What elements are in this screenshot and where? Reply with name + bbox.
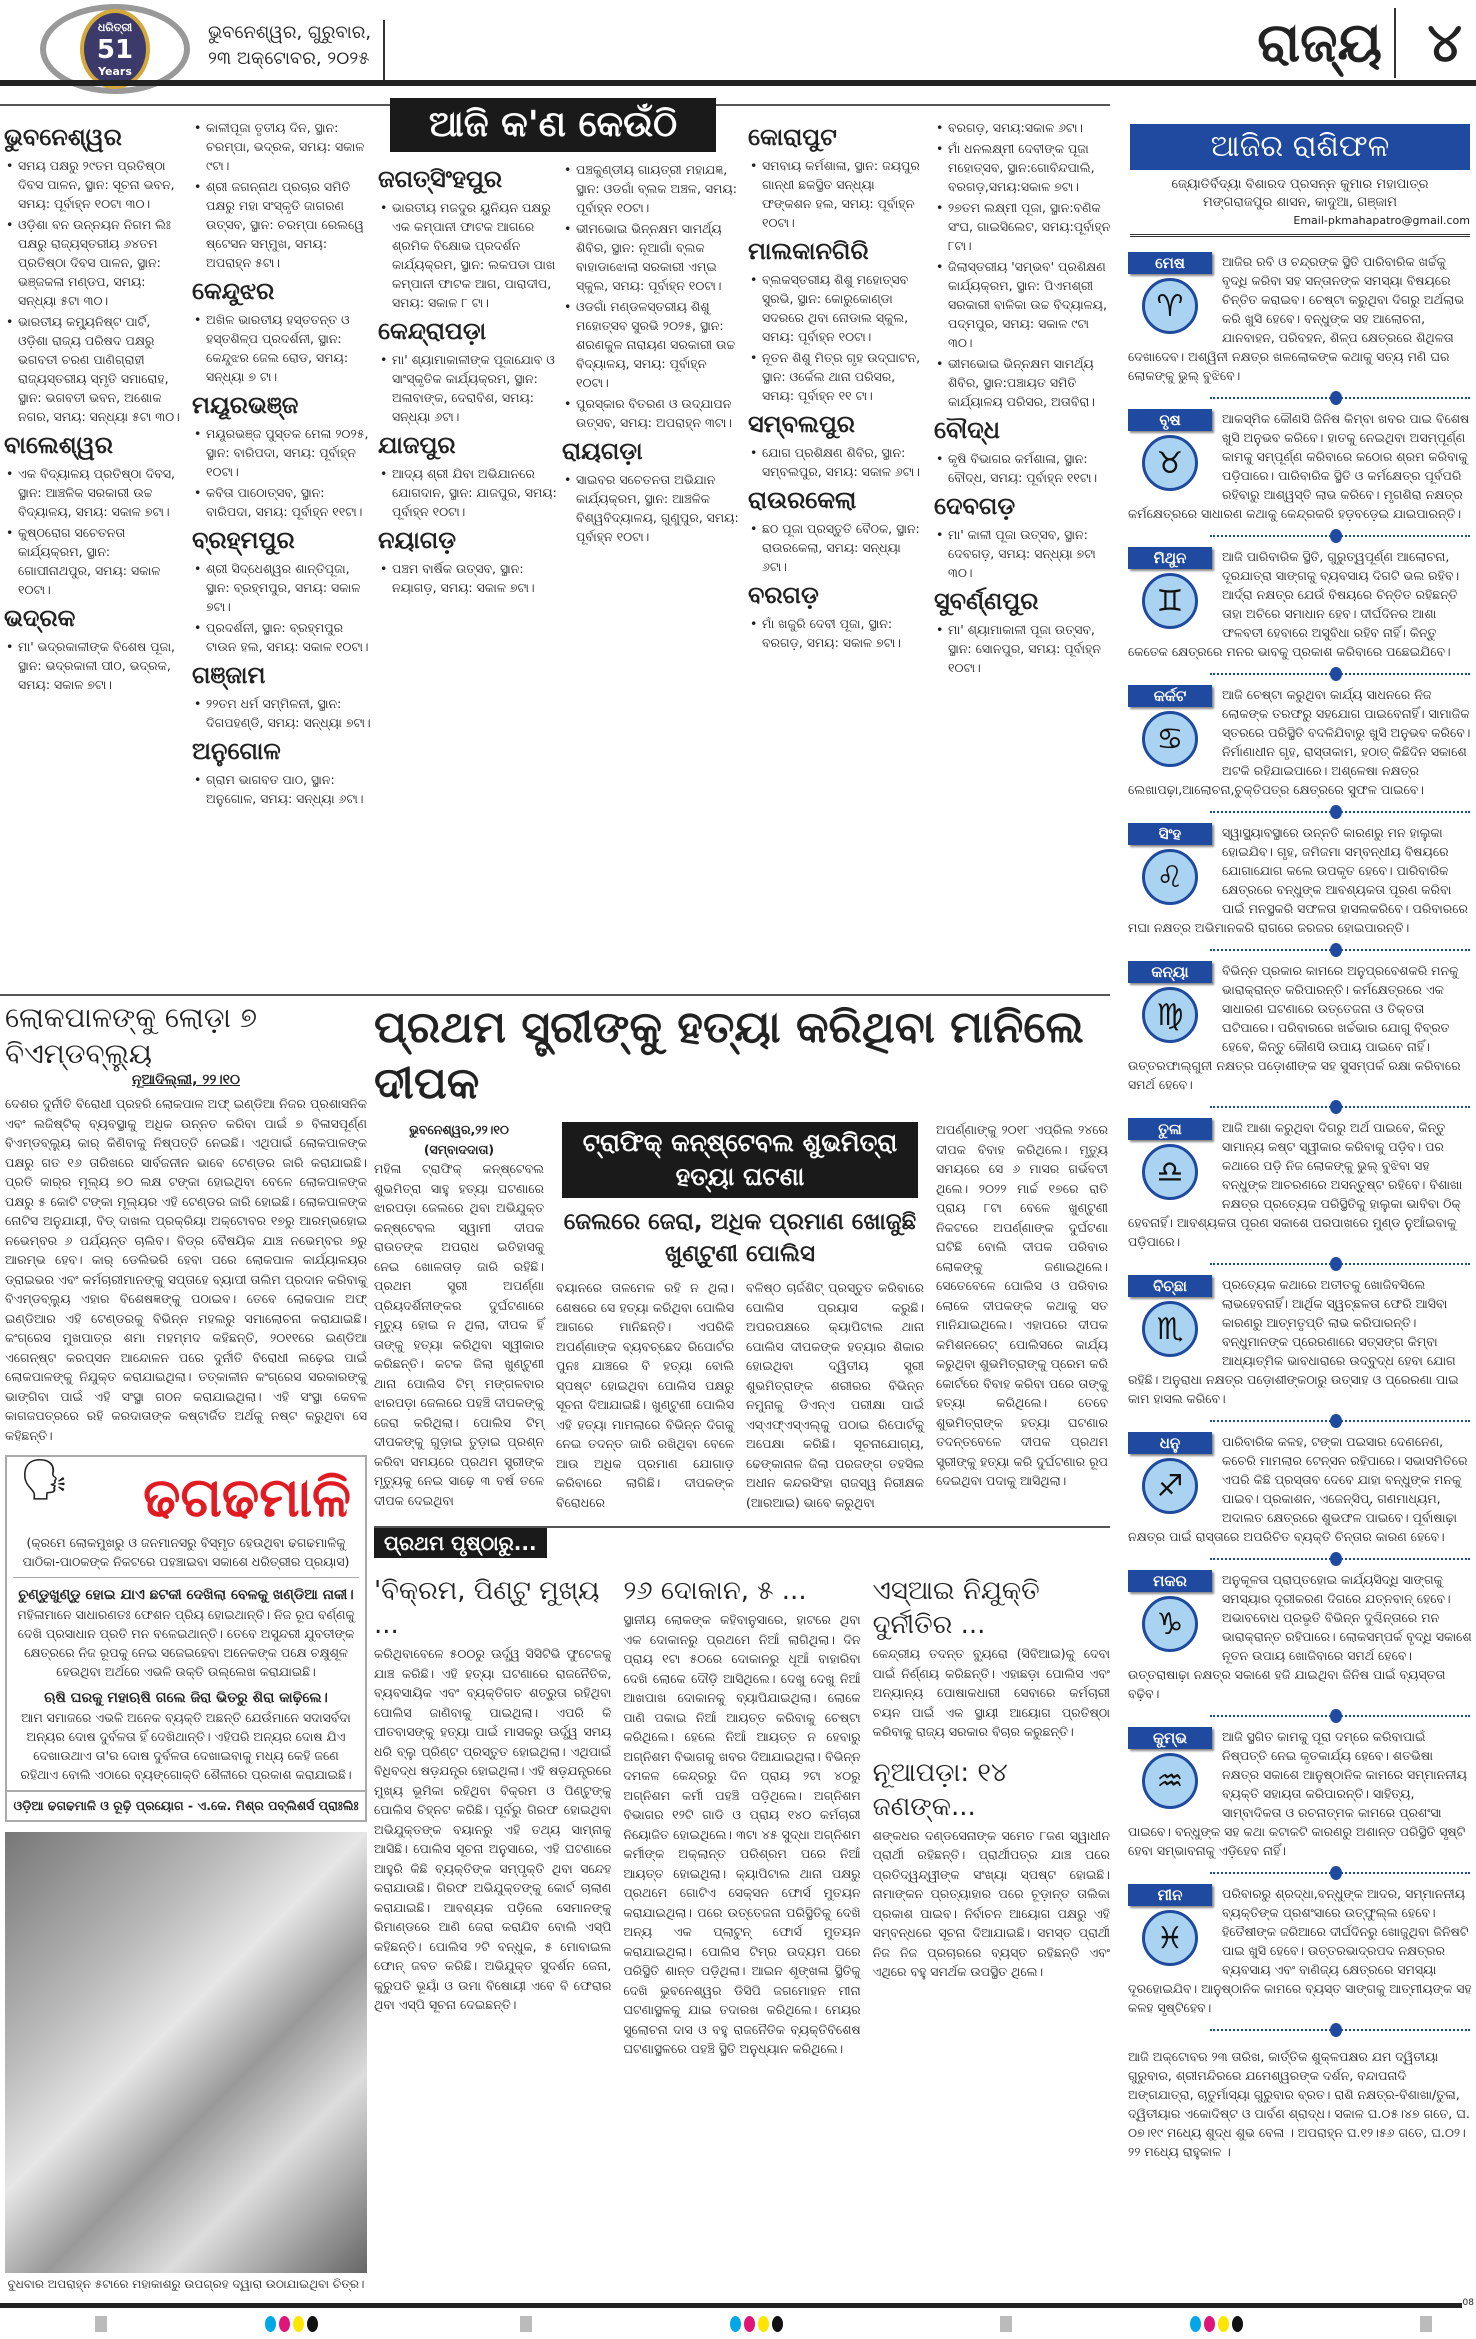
page-section-name: ରାଜ୍ୟ (1257, 8, 1396, 78)
saying-meaning: ମହିଳାମାନେ ସାଧାରଣତଃ ଫେଶନ ପ୍ରିୟ ହୋଇଥାନ୍ତି। ନିଜ ରୂପ ବର୍ଣ୍ଣକୁ ଦେଖି ପ୍ରସାଧାନ ପ୍ରତି ମନ ବଳେଇଥାନ୍ତି। ତେବେ ଅସୁନ୍ଦରୀ ଯୁବତୀଙ୍କ କ୍ଷେତ୍ରରେ ନିଜ ରୂପକୁ ନେଇ ସଜେଇହେବା ଅନେକଙ୍କ ପକ୍ଷେ ଚକ୍ଷୁଶୂଳ ହେଉଥିବା ଅର୍ଥରେ ଏଭଳି ଉକ୍ତି ଉଲ୍ଲେଖ କରାଯାଇଛି। (17, 1607, 355, 1679)
event-item: • ମା' ଭଦ୍ରକାଳୀଙ୍କ ବିଶେଷ ପୂଜା, ସ୍ଥାନ: ଭଦ୍ରକାଳୀ ପୀଠ, ଭଦ୍ରକ, ସମୟ: ସକାଳ ୭ଟା। (4, 637, 184, 694)
district-heading: ଭଦ୍ରକ (4, 604, 76, 632)
event-list (562, 470, 742, 546)
separator-dot (1210, 811, 1470, 813)
rashi-text: ଆଜି ପାରିବାରିକ ସ୍ଥିତି, ଗୁରୁତ୍ୱପୂର୍ଣ୍ଣ ଆଲୋଚନା, ଦୂରଯାତ୍ରା ସାଙ୍ଗକୁ ବ୍ୟବସାୟ ଦିଗଟି ଭଲ ରହିବ। ଆର୍ଦ୍ରା ନକ୍ଷତ୍ର ଯେଉଁ ବିଷୟରେ ଚିନ୍ତିତ ରହିଛନ୍ତି ତାହା ଅଚିରେ ସମାଧାନ ହେବ। ଦୀର୍ଘଦିନର ଆଶା ଫଳବତୀ ହେବାରେ ଅସୁବିଧା ରହିବ ନାହିଁ। କିନ୍ତୁ କେତେକ କ୍ଷେତ୍ରରେ ମନର ଭାବକୁ ପ୍ରକାଶ କରିବାରେ ପଛେଇଯିବେ। (1128, 549, 1460, 659)
footer-rule (0, 2303, 1462, 2308)
dateline (208, 20, 385, 80)
front-story-headline: ୨୬ ଦୋକାନ, ୫ ... (623, 1576, 807, 1606)
event-item: • ବ୍ଲକସ୍ତରୀୟ ଶିଶୁ ମହୋତ୍ସବ ସୁରଭି, ସ୍ଥାନ: କୋରୁକୋଣ୍ଡା ସଦରରେ ଥିବା ନୋଡାଲ ସ୍କୁଲ, ସମୟ: ପୂର୍ବାହ୍ନ ୧୦ଟା। (748, 270, 928, 346)
boxed-headline: ଟ୍ରାଫିକ୍ କନ୍‌ଷ୍ଟେବଲ ଶୁଭମିତ୍ରା ହତ୍ୟା ଘଟଣା (562, 1122, 918, 1198)
district-heading: ବରଗଡ଼ (748, 581, 819, 609)
event-item: • ପଞ୍ଚକୁଣ୍ଡୀୟ ଗାୟତ୍ରୀ ମହାଯଜ୍ଞ, ସ୍ଥାନ: ଓଡଗାଁ ବ୍ଲକ ଅଞ୍ଚଳ, ସମୟ: ପୂର୍ବାହ୍ନ ୧୦ଟା। (562, 160, 742, 217)
separator-dot (1210, 1558, 1470, 1560)
district-heading: ମାଲକାନଗିରି (748, 237, 869, 265)
rashi-name: ମେଷ (1128, 252, 1212, 274)
front-story-col1 (374, 1568, 611, 2059)
event-list (192, 310, 372, 386)
event-item: • ଶ୍ରୀ ସିଦ୍ଧେଶ୍ୱର ଶାନ୍ତିପୂଜା, ସ୍ଥାନ: ବ୍ରହ୍ମପୁର, ସମୟ: ସକାଳ ୭ଟା। (192, 559, 372, 616)
separator-dot (1210, 397, 1470, 399)
astrologer-email: Email-pkmahapatro@gmail.com (1293, 214, 1470, 227)
event-list (4, 464, 184, 599)
zodiac-icon: ♉ (1142, 435, 1198, 491)
event-list (192, 559, 372, 656)
logo-text: ଧରିତ୍ରୀ (97, 20, 133, 34)
district-heading: ରାଉରକେଲା (748, 486, 857, 514)
date-line-1: ଭୁବନେଶ୍ୱର, ଗୁରୁବାର, (208, 22, 372, 43)
events-column (4, 118, 184, 696)
events-column (378, 160, 558, 599)
event-item: • ଗ୍ରାମ ଭାଗବତ ପାଠ, ସ୍ଥାନ: ଅନୁଗୋଳ, ସମୟ: ସନ୍ଧ୍ୟା ୬ଟା। (192, 770, 372, 808)
rashi-entry (1128, 547, 1472, 661)
district-heading: ସମ୍ବଲପୁର (748, 410, 855, 438)
event-list (748, 519, 928, 576)
rashifal-title: ଆଜିର ରାଶିଫଳ (1130, 124, 1470, 170)
satellite-image (5, 1832, 367, 2273)
dhagadhamali-source: ଓଡ଼ିଆ ଢଗଢମାଳି ଓ ରୂଢ଼ି ପ୍ରୟୋଗ - ଏ.କେ. ମିଶ୍ର ପବ୍ଲିଶର୍ସ ପ୍ରାଃଲିଃ (5, 1792, 367, 1822)
zodiac-icon: ♓ (1142, 1910, 1198, 1966)
zodiac-icon: ♐ (1142, 1458, 1198, 1514)
zodiac-icon: ♎ (1142, 1144, 1198, 1200)
rashi-entry (1128, 823, 1472, 937)
lokpal-story (5, 1000, 367, 1445)
dhagadhamali-subtitle: (କ୍ରମେ ଲୋକମୁଖରୁ ଓ ଜନମାନସରୁ ବିସ୍ମୃତ ହେଉଥିବା ଢଗଢମାଳିକୁ ପାଠିକା-ପାଠକଙ୍କ ନିକଟରେ ପହଞ୍ଚାଇବା ସକାଶେ ଧରିତ୍ରୀର ପ୍ରୟାସ) (22, 1535, 350, 1569)
zodiac-icon: ♏ (1142, 1301, 1198, 1357)
district-heading: ବାଲେଶ୍ୱର (4, 431, 113, 459)
district-heading: କୋରାପୁଟ (748, 123, 837, 151)
front-story-headline: ଏସ୍‌ଆଇ ନିଯୁକ୍ତି ଦୁର୍ନୀତିର ... (872, 1576, 1040, 1640)
rashi-entry (1128, 252, 1472, 385)
zodiac-icon: ♍ (1142, 987, 1198, 1043)
events-column (192, 118, 372, 810)
separator-dot (1210, 1872, 1470, 1874)
main-story (374, 1000, 1110, 1512)
rashi-name: ଧନୁ (1128, 1432, 1212, 1454)
separator-dot (1210, 535, 1470, 537)
event-item: • ପୁରସ୍କାର ବିତରଣ ଓ ଉଦ୍‌ଯାପନ ଉତ୍ସବ, ସମୟ: ଅପରାହ୍ନ ୩ଟା। (562, 394, 742, 432)
event-list (748, 270, 928, 405)
rashi-name: କର୍କଟ (1128, 685, 1212, 707)
zodiac-icon: ♒ (1142, 1753, 1198, 1809)
main-byline: (ସମ୍ବାଦଦାତା) (423, 1141, 495, 1157)
event-item: • ଜିଲାସ୍ତରୀୟ 'ସମ୍ଭବ' ପ୍ରଶିକ୍ଷଣ କାର୍ଯ୍ୟକ୍ରମ, ସ୍ଥାନ: ପିଏମଶ୍ରୀ ସରକାରୀ ବାଳିକା ଉଚ୍ଚ ବିଦ୍ୟାଳୟ, ପଦ୍ମପୁର, ସମୟ: ସକାଳ ୯ଟା ୩୦। (934, 257, 1114, 352)
front-story-headline: ନୂଆପଡ଼ା: ୧୪ ଜଣଙ୍କ... (872, 1757, 1008, 1822)
event-list (934, 449, 1114, 487)
event-item: • ମା' ଶ୍ୟାମାକାଳୀଙ୍କ ପୂଜାଯୋବ ଓ ସାଂସ୍କୃତିକ କାର୍ଯ୍ୟକ୍ରମ, ସ୍ଥାନ: ଅଳାବାଙ୍କ, ଦେରାବିଶ, ସମୟ: ସନ୍ଧ୍ୟା ୬ଟା। (378, 350, 558, 426)
gray-mark (520, 2316, 532, 2332)
rashi-text: ଆଜି ସ୍ଥଗିତ କାମକୁ ପୂରା ଦମ୍‌ରେ କରିବାପାଇଁ ନିଷ୍ପତ୍ତି ନେଇ କୃତକାର୍ଯ୍ୟ ହେବେ। ଶତଭିଷା ନକ୍ଷତ୍ର ସକାଶେ ଆନୁଷ୍ଠାନିକ କାମରେ ସମ୍ମାନନୀୟ ବ୍ୟକ୍ତି ସହାୟତା କରିପାରନ୍ତି। ସାହିତ୍ୟ, ସାମ୍ବାଦିକତା ଓ ରଚନାତ୍ମକ କାମରେ ପ୍ରଶଂସା ପାଇବେ। ବନ୍ଧୁଙ୍କ ସହ କଥା କଟାକଟି କାରଣରୁ ଅଶାନ୍ତ ପରିସ୍ଥିତି ସୃଷ୍ଟି ହେବା ସମ୍ଭାବନାକୁ ଏଡ଼ିହେବ ନାହିଁ। (1128, 1729, 1467, 1858)
lokpal-body: ଦେଶର ଦୁର୍ନୀତି ବିରୋଧୀ ପ୍ରହରି ଲୋକପାଳ ଅଫ୍ ଇଣ୍ଡିଆ ନିଜର ପ୍ରଶାସନିକ ଏବଂ ଲଜିଷ୍ଟିକ୍ ବ୍ୟବସ୍ଥାକୁ ଅଧିକ ଉନ୍ନତ କରିବା ପାଇଁ ୭ ବିଳାସପୂର୍ଣ୍ଣ ବିଏମ୍‌ଡବ୍ଲ୍ୟୁ କାର୍ କିଣିବାକୁ ନିଷ୍ପତ୍ତି ନେଇଛି। ଏଥିପାଇଁ ଲୋକପାଳଙ୍କ ପକ୍ଷରୁ ଗତ ୧୬ ତାରିଖରେ ସାର୍ବଜନୀନ ଭାବେ ଟେଣ୍ଡର ଜାରି କରାଯାଇଛି। ପ୍ରତି କାର୍‌ର ମୂଲ୍ୟ ୭୦ ଲକ୍ଷ ଟଙ୍କା ହୋଇଥିବା ବେଳେ ଲୋକପାଳଙ୍କ ପକ୍ଷରୁ ୫ କୋଟି ଟଙ୍କା ମୂଲ୍ୟର ଏହି ଟେଣ୍ଡର ଜାରି ହୋଇଛି। ଲୋକପାଳଙ୍କ ନୋଟିସ ଅନୁଯାୟୀ, ବିଡ୍ ଦାଖଲ ପ୍ରକ୍ରିୟା ଅକ୍ଟୋବର ୧୭ରୁ ଆରମ୍ଭହୋଇ ନଭେମ୍ବର ୬ ପର୍ଯ୍ୟନ୍ତ ଚାଲିବ। ବିଡ୍‌ର ବୈଷୟିକ ଯାଞ୍ଚ ନଭେମ୍ବର ୭ରୁ ଆରମ୍ଭ ହେବ। କାର୍ ଡେଲିଭରି ହେବା ପରେ ଲୋକପାଳ କାର୍ଯ୍ୟାଳୟର ଡ୍ରାଇଭର ଏବଂ କର୍ମଚାରୀମାନଙ୍କୁ ସପ୍ତାହେ ବ୍ୟାପୀ ତାଲିମ ପ୍ରଦାନ କରିବାକୁ ବିଏମ୍‌ଡବ୍ଲ୍ୟୁ ଏହାର ବିଶେଷଜ୍ଞଙ୍କୁ ପଠାଇବ। ତେବେ ଲୋକପାଳ ଅଫ୍ ଇଣ୍ଡିଆର ଏହି ଟେଣ୍ଡରକୁ ବିଭିନ୍ନ ମହଲରୁ ସମାଲୋଚନା କରାଯାଇଛି। କଂଗ୍ରେସ ମୁଖପାତ୍ର ଶମା ମହମ୍ମଦ କହିଛନ୍ତି, ୨୦୧୧ରେ ଇଣ୍ଡିଆ ଏଗେନ୍‌ଷ୍ଟ କରପ୍ସନ ଆନ୍ଦୋଳନ ପରେ ଦୁର୍ନୀତି ବିରୋଧୀ ଲଢ଼େଇ ପାଇଁ ଲୋକପାଳଙ୍କୁ ନିଯୁକ୍ତ କରାଯାଇଥିଲା। ତତ୍କାଳୀନ କଂଗ୍ରେସ ସରକାରଙ୍କୁ ଭାଙ୍ଗିବା ପାଇଁ ଏହି ସଂସ୍ଥା ଗଠନ କରାଯାଇଥିଲା। ଏହି ସଂସ୍ଥା କେବଳ କାଗଜପତ୍ରରେ ରହି କରଦାତାଙ୍କ କଷ୍ଟାର୍ଜିତ ଅର୍ଥକୁ ନଷ୍ଟ କରୁଥିବା ସେ କହିଛନ୍ତି। (5, 1096, 367, 1443)
rashi-text: ଆଜି ଆଶା କରୁଥିବା ଦିଗରୁ ଅର୍ଥ ପାଇବେ, କିନ୍ତୁ ସାମାନ୍ୟ କଷ୍ଟ ସ୍ୱୀକାର କରିବାକୁ ପଡ଼ିବ। ପର କଥାରେ ପଡ଼ି ନିଜ ଲୋକଙ୍କୁ ଭୁଲ୍ ବୁଝିବା ସହ ବନ୍ଧୁଙ୍କ ଆଚରଣରେ ଅସନ୍ତୁଷ୍ଟ ରହିବେ। ବିଶାଖା ନକ୍ଷତ୍ର ପ୍ରତ୍ୟେକ ପରିସ୍ଥିତିକୁ ହାଲୁକା ଭାବିବା ଠିକ୍ ହେବନାହିଁ। ଆବଶ୍ୟକତା ପୂରଣ ସକାଶେ ପରପାଖରେ ମୁଣ୍ଡ ନୁଆଁଇବାକୁ ପଡ଼ିପାରେ। (1128, 1120, 1463, 1249)
event-item: • ଭୀମଭୋଇ ଭିନ୍ନକ୍ଷମ ସାମର୍ଥ୍ୟ ଶିବିର, ସ୍ଥାନ:ପଞ୍ଚାୟତ ସମିତି କାର୍ଯ୍ୟାଳୟ ପରିସର, ଅତାବିରା। (934, 354, 1114, 411)
event-item: • ସମବାୟ କର୍ମଶାଳା, ସ୍ଥାନ: ଜୟପୁର ଗାନ୍ଧୀ ଛକସ୍ଥିତ ସନ୍ଧ୍ୟା ଫଙ୍କଶନ ହଲ, ସମୟ: ପୂର୍ବାହ୍ନ ୧୦ଟା। (748, 156, 928, 232)
story-text: ଅପର୍ଣ୍ଣାଙ୍କୁ ୨୦୧୮ ଏପ୍ରିଲ ୨୪ରେ ଦୀପକ ବିବାହ କରିଥିଲେ। ମୃତ୍ୟୁ ସମୟରେ ସେ ୬ ମାସର ଗର୍ଭବତୀ ଥିଲେ। ୨୦୨୨ ମାର୍ଚ୍ଚ ୧୭ରେ ରାତି ପ୍ରାୟ ୮ଟା ବେଳେ ଖୁଣ୍ଟୁଣୀ ନିକଟରେ ଅପର୍ଣ୍ଣାଙ୍କ ଦୁର୍ଘଟଣା ଘଟିଛି ବୋଲି ଦୀପକ ପରିବାର ଲୋକଙ୍କୁ ଜଣାଇଥିଲେ। ସେତେବେଳେ ପୋଲିସ ଓ ପରିବାର ଲୋକେ ଦୀପକଙ୍କ କଥାକୁ ସତ ମାନିଯାଇଥିଲେ। ଏହାପରେ ଦୀପକ କମିଶନରେଟ୍ ପୋଲିସରେ କାର୍ଯ୍ୟ କରୁଥିବା ଶୁଭମିତ୍ରାଙ୍କୁ ପ୍ରେମ କରି କୋର୍ଟରେ ବିବାହ କରିବା ପରେ ତାଙ୍କୁ ହତ୍ୟା କରିଥିଲେ। ତେବେ ଶୁଭମିତ୍ରାଙ୍କ ହତ୍ୟା ଘଟଣାର ତଦନ୍ତବେଳେ ଦୀପକ ପ୍ରଥମ ସ୍ତ୍ରୀଙ୍କୁ ହତ୍ୟା କରି ଦୁର୍ଘଟଣାର ରୂପ ଦେଇଥିବା ପଦାକୁ ଆସିଥିଲା। (936, 1122, 1108, 1488)
district-heading: କେନ୍ଦୁଝର (192, 277, 275, 305)
rashi-text: ପାରିବାରିକ କଳହ, ଟଙ୍କା ପଇସାର ଦେଣନେଣ, କଚେରି ମାମଲାର ଟେନ୍‌ସନ ରହିପାରେ। ସଭାସମିତିରେ ଏପରି କିଛି ପ୍ରସ୍ତାବ ଦେବେ ଯାହା ବନ୍ଧୁଙ୍କ ମନକୁ ପାଇବ। ପ୍ରକାଶନ, ଏଜେନ୍ସିପ୍, ଗଣମାଧ୍ୟମ, ଅଦାଲତ କ୍ଷେତ୍ରରେ ଶୁଭଫଳ ପାଇବେ। ପୂର୍ବାଷାଢ଼ା ନକ୍ଷତ୍ର ପାଇଁ ରାସ୍ତାରେ ଅପରିଚିତ ବ୍ୟକ୍ତି ଚିନ୍ତାର କାରଣ ହେବେ। (1128, 1434, 1468, 1544)
event-item: • ଶ୍ରୀ ଜଗନ୍ନାଥ ପ୍ରଚାର ସମିତି ପକ୍ଷରୁ ମହା ସଂସ୍କୃତି ଜାଗରଣ ଉତ୍ସବ, ସ୍ଥାନ: ଚରମ୍ପା ରେଲୱେ ଷ୍ଟେସନ ସମ୍ମୁଖ, ସମୟ: ଅପରାହ୍ନ ୫ଟା। (192, 177, 372, 272)
divider (1130, 234, 1470, 238)
rashi-name: ମିଥୁନ (1128, 547, 1212, 569)
district-heading: ନୟାଗଡ଼ (378, 526, 457, 554)
event-item: • ୨୭ତମ ଲକ୍ଷ୍ମୀ ପୂଜା, ସ୍ଥାନ:ବଣିକ ସଂଘ, ଗାଇସିଲେଟ, ସମୟ:ପୂର୍ବାହ୍ନ ୮ଟା। (934, 198, 1114, 255)
rashi-name: କୁମ୍ଭ (1128, 1727, 1212, 1749)
rashi-name: ମକର (1128, 1570, 1212, 1592)
separator-dot (1210, 949, 1470, 951)
front-page-label: ପ୍ରଥମ ପୃଷ୍ଠାରୁ... (374, 1528, 547, 1558)
event-item: • ସମୟ ପକ୍ଷରୁ ୨୯ତମ ପ୍ରତିଷ୍ଠା ଦିବସ ପାଳନ, ସ୍ଥାନ: ସୂଚନା ଭବନ, ସମୟ: ପୂର୍ବାହ୍ନ ୧୦ଟା ୩୦। (4, 156, 184, 213)
front-story-col2 (623, 1568, 860, 2059)
event-item: • ମା' କାଳୀ ପୂଜା ଉତ୍ସବ, ସ୍ଥାନ: ଦେବଗଡ଼, ସମୟ: ସନ୍ଧ୍ୟା ୭ଟା ୩୦। (934, 525, 1114, 582)
main-headline: ପ୍ରଥମ ସ୍ତ୍ରୀଙ୍କୁ ହତ୍ୟା କରିଥିବା ମାନିଲେ ଦୀପକ (374, 1002, 1084, 1109)
separator-dot (1210, 2029, 1470, 2031)
zodiac-icon: ♑ (1142, 1596, 1198, 1652)
event-list (378, 559, 558, 597)
rashi-entry (1128, 409, 1472, 523)
astrologer-address: ମଙ୍ଗରାଜପୁର ଶାସନ, କାଦୁଆ, ଗଞ୍ଜାମ (1203, 195, 1397, 210)
page-number: ୪ (1427, 11, 1462, 74)
event-item: • ଏକ ବିଦ୍ୟାଳୟ ପ୍ରତିଷ୍ଠା ଦିବସ, ସ୍ଥାନ: ଆଞ୍ଚଳିକ ସରକାରୀ ଉଚ୍ଚ ବିଦ୍ୟାଳୟ, ସମୟ: ସକାଳ ୭ଟା। (4, 464, 184, 521)
page-code: 08 (1462, 2298, 1474, 2308)
front-story-headline: 'ବିକ୍ରମ, ପିଣ୍ଟୁ ମୁଖ୍ୟ ... (374, 1576, 600, 1640)
separator-dot (1210, 1263, 1470, 1265)
event-list (4, 156, 184, 426)
event-item: • ମୟୂରଭଞ୍ଜ ପୁସ୍ତକ ମେଳା ୨୦୨୫, ସ୍ଥାନ: ବାରିପଦା, ସମୟ: ପୂର୍ବାହ୍ନ ୧୦ଟା। (192, 424, 372, 481)
header-rule (0, 80, 1476, 86)
event-item: • ବରଗଡ଼, ସମୟ:ସକାଳ ୬ଟା। (934, 118, 1114, 137)
district-heading: ସୁବର୍ଣ୍ଣପୁର (934, 587, 1039, 615)
events-column (934, 118, 1114, 679)
event-item: • ଭୀମଭୋଇ ଭିନ୍ନକ୍ଷମ ସାମର୍ଥ୍ୟ ଶିବିର, ସ୍ଥାନ: ନୂଆଗାଁ ବ୍ଲକ ବାହାଡାଝୋଲା ସରକାରୀ ଏମ୍ଇ ସ୍କୁଲ, ସମୟ: ପୂର୍ବାହ୍ନ ୧୦ଟା। (562, 219, 742, 295)
rashi-name: ସିଂହ (1128, 823, 1212, 845)
district-heading: ଭୁବନେଶ୍ୱର (4, 123, 122, 151)
event-item: • ଓଡ଼ିଶା ବନ ଉନ୍ନୟନ ନିଗମ ଲିଃ ପକ୍ଷରୁ ରାଜ୍ୟସ୍ତରୀୟ ୬୪ତମ ପ୍ରତିଷ୍ଠା ଦିବସ ପାଳନ, ସ୍ଥାନ: ଭଞ୍ଜକଳା ମଣ୍ଡପ, ସମୟ: ସନ୍ଧ୍ୟା ୫ଟା ୩୦। (4, 215, 184, 310)
dhagadhamali-title: ଢଗଢମାଳି (143, 1466, 351, 1529)
saying: ଚୁଣ୍ଡୁଖୁଣ୍ଡୁ ହୋଇ ଯାଏ ଛଟକୀ ଦେଖିଲା ବେଳକୁ ଖଣ୍ଡିଆ ନାକୀ। (18, 1587, 354, 1603)
event-list (934, 620, 1114, 677)
event-list (748, 614, 928, 652)
district-heading: ବ୍ରହ୍ମପୁର (192, 526, 295, 554)
event-list (562, 160, 742, 432)
story-text: ଶଙ୍କଧର ଦଣ୍ଡସେନାଙ୍କ ସମେତ ୮ଜଣ ସ୍ୱାଧୀନ ପ୍ରାର୍ଥୀ ରହିଛନ୍ତି। ପ୍ରାର୍ଥୀପତ୍ର ଯାଞ୍ଚ ପରେ ପ୍ରତିଦ୍ୱନ୍ଦ୍ୱୀଙ୍କ ସଂଖ୍ୟା ସ୍ପଷ୍ଟ ହୋଇଛି। ନାମାଙ୍କନ ପ୍ରତ୍ୟାହାର ପରେ ଚୂଡ଼ାନ୍ତ ତାଲିକା ପ୍ରକାଶ ପାଇବ। ନିର୍ବାଚନ ଆୟୋଗ ପକ୍ଷରୁ ଏହି ସମ୍ବନ୍ଧରେ ସୂଚନା ଦିଆଯାଇଛି। ସମସ୍ତ ପ୍ରାର୍ଥୀ ନିଜ ନିଜ ପ୍ରଚାରରେ ବ୍ୟସ୍ତ ରହିଛନ୍ତି ଏବଂ ଏଥିରେ ବହୁ ସମର୍ଥକ ଉପସ୍ଥିତ ଥିଲେ। (872, 1827, 1110, 1979)
rashi-name: କନ୍ୟା (1128, 961, 1212, 983)
rashi-name: ବୃଷ (1128, 409, 1212, 431)
events-column (748, 118, 928, 654)
event-item: • କୃଷି ବିଭାଗର କର୍ମଶାଳା, ସ୍ଥାନ: ବୌଦ୍ଧ, ସମୟ: ପୂର୍ବାହ୍ନ ୧୧ଟା। (934, 449, 1114, 487)
rashi-entry (1128, 1275, 1472, 1408)
story-text: କେନ୍ଦ୍ରୀୟ ତଦନ୍ତ ବ୍ୟୁରୋ (ସିବିଆଇ)କୁ ଦେବା ପାଇଁ ନିର୍ଣ୍ଣୟ କରିଛନ୍ତି। ଏହାଛଡ଼ା ପୋଲିସ ଏବଂ ଅନ୍ୟାନ୍ୟ ପୋଷାକଧାରୀ ସେବାରେ କର୍ମଚାରୀ ଚୟନ ପାଇଁ ଏକ ସ୍ଥାୟୀ ଆୟୋଗ ପ୍ରତିଷ୍ଠା କରିବାକୁ ରାଜ୍ୟ ସରକାର ବିଚାର କରୁଛନ୍ତି। (872, 1646, 1110, 1739)
rashi-text: ଅନୁକୂଳତା ପ୍ରାପ୍ତହୋଇ କାର୍ଯ୍ୟସିଦ୍ଧି ସାଙ୍ଗକୁ ସମସ୍ୟାର ଦୂରୀକରଣ ଦିଗରେ ଯତ୍ନବାନ୍ ହେବେ। ଅଭାବବୋଧ ପ୍ରଭୃତି ବିଭିନ୍ନ ଦୁଶ୍ଚିନ୍ତାରେ ମନ ଭାରାକ୍ରାନ୍ତ ରହିପାରେ। ଲୋକସମ୍ପର୍କ ବୃଦ୍ଧି ସକାଶେ ନୂତନ ଉପାୟ ଖୋଜିବାରେ ସମର୍ଥ ହେବେ। ଉତ୍ତରାଷାଢ଼ା ନକ୍ଷତ୍ର ସକାଶେ ହଜି ଯାଇଥିବା ଜିନିଷ ପାଇଁ ବ୍ୟସ୍ତତା ବଢ଼ିବ। (1128, 1572, 1472, 1701)
event-item: • ଭାରତୀୟ କମ୍ୟୁନିଷ୍ଟ ପାର୍ଟି, ଓଡ଼ିଶା ରାଜ୍ୟ ପରିଷଦ ପକ୍ଷରୁ ଭଗବତୀ ଚରଣ ପାଣିଗ୍ରାହୀ ରାଜ୍ୟସ୍ତରୀୟ ସ୍ମୃତି ସମାରୋହ, ସ୍ଥାନ: ଭଗବତୀ ଭବନ, ଅଶୋକ ନଗର, ସମୟ: ସନ୍ଧ୍ୟା ୫ଟା ୩୦। (4, 312, 184, 426)
rashifal-byline (1130, 176, 1470, 238)
event-list (192, 770, 372, 808)
event-list (748, 443, 928, 481)
front-page-section (374, 1526, 1110, 2059)
gray-mark (95, 2316, 107, 2332)
event-item: • ମା' ଶ୍ୟାମାକାଳୀ ପୂଜା ଉତ୍ସବ, ସ୍ଥାନ: ସୋନପୁର, ସମୟ: ପୂର୍ବାହ୍ନ ୧୦ଟା। (934, 620, 1114, 677)
events-title: ଆଜି କ'ଣ କେଉଁଠି (390, 98, 716, 152)
front-story-col3 (873, 1568, 1110, 2059)
dhagadhamali-box (5, 1455, 367, 1792)
event-list (378, 198, 558, 312)
rashi-entry (1128, 961, 1472, 1094)
event-list (378, 350, 558, 426)
rashifal-list (1128, 252, 1472, 2161)
zodiac-icon: ♊ (1142, 573, 1198, 629)
rashi-entry (1128, 1884, 1472, 2017)
rashi-text: ବିଭିନ୍ନ ପ୍ରକାର କାମରେ ଅନୁପ୍ରବେଶକରି ମନକୁ ଭାରାକ୍ରାନ୍ତ କରିପାରନ୍ତି। କର୍ମକ୍ଷେତ୍ରରେ ଏକ ସାଧାରଣ ଘଟଣାରେ ଉତ୍ତେଜନା ଓ ତିକ୍ତତା ଘଟିପାରେ। ପରିବାରରେ ଖର୍ଚ୍ଚଭାର ଯୋଗୁ ବିବ୍ରତ ହେବେ, କିନ୍ତୁ କୌଣସି ଉପାୟ ପାଇବେ ନାହିଁ। ଉତ୍ତରଫାଲ୍‌ଗୁନୀ ନକ୍ଷତ୍ର ପଡ଼ୋଶୀଙ୍କ ସହ ସୁସମ୍ପର୍କ ରକ୍ଷା କରିବାରେ ସମର୍ଥ ହେବେ। (1128, 963, 1461, 1092)
district-heading: ଅନୁଗୋଳ (192, 737, 281, 765)
story-text: ସ୍ଥାନୀୟ ଲୋକଙ୍କ କହିବାନୁସାରେ, ହାଟରେ ଥିବା ଏକ ଦୋକାନରୁ ପ୍ରଥମେ ନିଆଁ ଲାଗିଥିଲା। ଦିନ ପ୍ରାୟ ୧ଟା ୫୦ରେ ଦୋକାନରୁ ଧୂଆଁ ବାହାରିବା ଦେଖି ଲୋକେ ଦୌଡ଼ି ଆସିଥିଲେ। ଦେଖୁ ଦେଖୁ ନିଆଁ ଆଖପାଖ ଦୋକାନକୁ ବ୍ୟାପିଯାଇଥିଲା। ଲୋକେ ପାଣି ପକାଇ ନିଆଁ ଆୟତ୍ତ କରିବାକୁ ଚେଷ୍ଟା କରିଥିଲେ। ହେଲେ ନିଆଁ ଆୟତ୍ତ ନ ହେବାରୁ ଅଗ୍ନିଶମ ବିଭାଗକୁ ଖବର ଦିଆଯାଇଥିଲା। ବିଭିନ୍ନ ଦମକଳ କେନ୍ଦ୍ରରୁ ଦିନ ପ୍ରାୟ ୨ଟା ୪୦ରୁ ଅଗ୍ନିଶମ କର୍ମୀ ପହଞ୍ଚି ପଡ଼ିଥିଲେ। ଅଗ୍ନିଶମ ବିଭାଗର ୧୨ଟି ଗାଡି ଓ ପ୍ରାୟ ୧୪୦ କର୍ମଚାରୀ ନିୟୋଜିତ ହୋଇଥିଲେ। ୩ଟା ୪୫ ସୁଦ୍ଧା ଅଗ୍ନିଶମ କର୍ମୀଙ୍କ ଅକ୍ଲାନ୍ତ ପରିଶ୍ରମ ପରେ ନିଆଁ ଆୟତ୍ତ ହୋଇଥିଲା। କ୍ୟାପିଟାଲ ଥାନା ପକ୍ଷରୁ ପ୍ରଥମେ ଗୋଟିଏ ସେକ୍ସନ ଫୋର୍ସ ମୁତୟନ କରାଯାଇଥିଲା। ପରେ ଉତ୍ତେଜନା ପରିସ୍ଥିତିକୁ ଦେଖି ଅନ୍ୟ ଏକ ପ୍ଲାଟୁନ୍ ଫୋର୍ସ ମୁତୟନ କରାଯାଇଥିଲା। ପୋଲିସ ଟିମ୍‌ର ଉଦ୍ୟମ ପରେ ପରିସ୍ଥିତି ଶାନ୍ତ ପଡ଼ିଥିଲା। ଆଇନ ଶୃଙ୍ଖଳା ସ୍ଥିତିକୁ ଦେଖି ଭୁବନେଶ୍ୱର ଡିସିପି ଜଗମୋହନ ମୀନା ଘଟଣାସ୍ଥଳକୁ ଯାଇ ତଦାରଖ କରିଥିଲେ। ମେୟର ସୁଲୋଚନା ଦାସ ଓ ବହୁ ରାଜନୈତିକ ବ୍ୟକ୍ତିବିଶେଷ ଘଟଣାସ୍ଥଳରେ ପହଞ୍ଚି ସ୍ଥିତି ଅନୁଧ୍ୟାନ କରିଥିଲେ। (623, 1612, 861, 2056)
rashi-name: ତୁଳା (1128, 1118, 1212, 1140)
rashi-entry (1128, 685, 1472, 799)
event-item: • ଭାରତୀୟ ମଜଦୁର ୟୁନିୟନ ପକ୍ଷରୁ ଏକ କମ୍ପାନୀ ଫାଟକ ଆଗରେ ଶ୍ରମିକ ବିକ୍ଷୋଭ ପ୍ରଦର୍ଶନ କାର୍ଯ୍ୟକ୍ରମ, ସ୍ଥାନ: ଲକପଡା ପାଖ କମ୍ପାନୀ ଫାଟକ ଆଗ, ପାରାଦୀପ, ସମୟ: ସକାଳ ୮ ଟା। (378, 198, 558, 312)
event-item: • ଆଦ୍ୟ ଶ୍ରୀ ଯିବା ଅଭିଯାନରେ ଯୋଗଦାନ, ସ୍ଥାନ: ଯାଜପୁର, ସମୟ: ପୂର୍ବାହ୍ନ ୧୦ଟା। (378, 464, 558, 521)
middle-lower-column (374, 1000, 1110, 2296)
subheadline: ଜେଲରେ ଜେରା, ଅଧିକ ପ୍ରମାଣ ଖୋଜୁଛି ଖୁଣ୍ଟୁଣୀ ପୋଲିସ (563, 1209, 917, 1267)
event-list (192, 118, 372, 272)
saying: ଋଷି ଘରକୁ ମହାଋଷି ଗଲେ ଜିରା ଭିତରୁ ଶିରା କାଢ଼ିଲେ। (44, 1690, 328, 1706)
event-item: • କାଳୀପୂଜା ତୃତୀୟ ଦିନ, ସ୍ଥାନ: ଚରମ୍ପା, ଭଦ୍ରକ, ସମୟ: ସକାଳ ୯ଟା। (192, 118, 372, 175)
event-item: • ୨୨ତମ ଧର୍ମ ସମ୍ମିଳନୀ, ସ୍ଥାନ: ଦିଗପହଣ୍ଡି, ସମୟ: ସନ୍ଧ୍ୟା ୭ଟା। (192, 694, 372, 732)
district-heading: ଜଗତ୍‌ସିଂହପୁର (378, 165, 503, 193)
divider (0, 994, 1110, 996)
event-list (192, 424, 372, 521)
story-text: ବୟାନରେ ତାଳମେଳ ରହି ନ ଥିଲା। ଶେଷରେ ସେ ହତ୍ୟା କରିଥିବା ପୋଲିସ ଆଗରେ ମାନିଛନ୍ତି। ଏପରିକି ଅପର୍ଣ୍ଣାଙ୍କ ବ୍ୟବଚ୍ଛେଦ ରିପୋର୍ଟର ପୁନଃ ଯାଞ୍ଚରେ ବି ହତ୍ୟା ବୋଲି ସ୍ପଷ୍ଟ ହୋଇଥିବା ପୋଲିସ ପକ୍ଷରୁ ସୂଚନା ଦିଆଯାଇଛି। ଖୁଣ୍ଟୁଣୀ ପୋଲିସ ଏହି ହତ୍ୟା ମାମଲାରେ ବିଭିନ୍ନ ଦିଗକୁ ନେଇ ତଦନ୍ତ ଜାରି ରଖିଥିବା ବେଳେ ଆଉ ଅଧିକ ପ୍ରମାଣ ଯୋଗାଡ଼ କରିବାରେ ଲାଗିଛି। ଦୀପକଙ୍କ ବିରୋଧରେ (556, 1280, 734, 1510)
event-list (748, 156, 928, 232)
event-item: • କବିତା ପାଠୋତ୍ସବ, ସ୍ଥାନ: ବାରିପଦା, ସମୟ: ପୂର୍ବାହ୍ନ ୧୧ଟା। (192, 483, 372, 521)
gray-mark (1420, 2316, 1432, 2332)
event-item: • ପଞ୍ଚମ ବାର୍ଷିକ ଉତ୍ସବ, ସ୍ଥାନ: ନୟାଗଡ଼, ସମୟ: ସକାଳ ୭ଟା। (378, 559, 558, 597)
event-item: • ଛଠ ପୂଜା ପ୍ରସ୍ତୁତି ବୈଠକ, ସ୍ଥାନ: ରାଉରକେଲା, ସମୟ: ସନ୍ଧ୍ୟା ୬ଟା। (748, 519, 928, 576)
zodiac-icon: ♋ (1142, 711, 1198, 767)
rashi-name: ବିଚ୍ଛା (1128, 1275, 1212, 1297)
story-text: କରିଥିବାବେଳେ ୫୦୦ରୁ ଊର୍ଦ୍ଧ୍ୱ ସିସିଟିଭି ଫୁଟେଜକୁ ଯାଞ୍ଚ କରିଛି। ଏହି ହତ୍ୟା ଘଟଣାରେ ରାଜନୈତିକ, ବ୍ୟବସାୟିକ ଏବଂ ବ୍ୟକ୍ତିଗତ ଶତ୍ରୁତା ରହିଥିବା ପୋଲିସ ଜାଣିବାକୁ ପାଇଥିଲା। ଏପରି କି ପୀତବାସଙ୍କୁ ହତ୍ୟା ପାଇଁ ମାସକରୁ ଊର୍ଦ୍ଧ୍ୱ ସମୟ ଧରି ବ୍ଲୁ ପ୍ରିଣ୍ଟ ପ୍ରସ୍ତୁତ ହୋଇଥିଲା। ଏଥିପାଇଁ ବିଧିବଦ୍ଧ ଷଡ଼ଯନ୍ତ୍ର ହୋଇଥିଲା। ଏହି ଷଡ଼ଯନ୍ତ୍ରରେ ମୁଖ୍ୟ ଭୂମିକା ରହିଥିବା ବିକ୍ରମ ଓ ପିଣ୍ଟୁଙ୍କୁ ପୋଲିସ ଚିହ୍ନଟ କରିଛି। ପୂର୍ବରୁ ଗିରଫ ହୋଇଥିବା ଅଭିଯୁକ୍ତଙ୍କ ବୟାନରୁ ଏହି ତଥ୍ୟ ସାମ୍ନାକୁ ଆସିଛି। ପୋଲିସ ସୂଚନା ଅନୁସାରେ, ଏହି ଘଟଣାରେ ଆହୁରି କିଛି ବ୍ୟକ୍ତିଙ୍କ ସମ୍ପୃକ୍ତି ଥିବା ସନ୍ଦେହ କରାଯାଉଛି। ଗିରଫ ଅଭିଯୁକ୍ତଙ୍କୁ କୋର୍ଟ ଚାଲାଣ କରାଯାଇଛି। ଆବଶ୍ୟକ ପଡ଼ିଲେ ସେମାନଙ୍କୁ ରିମାଣ୍ଡରେ ଆଣି ଜେରା କରାଯିବ ବୋଲି ଏସ୍‌ପି କହିଛନ୍ତି। ପୋଲିସ ୨ଟି ବନ୍ଧୁକ, ୫ ମୋବାଇଲ ଫୋନ୍ ଜବତ କରିଛି। ଅଭିଯୁକ୍ତ ସୁଦର୍ଶନ ଜେନା, କୁରୁପତି ଭୂୟାଁ ଓ ଉମା ବିଷୋୟୀ ଏବେ ବି ଫେରାର ଥିବା ଏସ୍‌ପି ସୂଚନା ଦେଇଛନ୍ତି। (374, 1646, 612, 2012)
gray-mark (1000, 2316, 1012, 2332)
rashi-entry (1128, 1727, 1472, 1860)
cmyk-mark (265, 2316, 318, 2332)
cartoon-faces-icon: 🗣 (19, 1457, 70, 1503)
lokpal-dateline: ନୂଆଦିଲ୍ଲୀ, ୨୨।୧୦ (131, 1072, 241, 1088)
rashi-text: ଆକସ୍ମିକ କୌଣସି ଜିନିଷ କିମ୍ବା ଖବର ପାଇ ବିଶେଷ ଖୁସି ଅନୁଭବ କରିବେ। ହାତକୁ ନେଇଥିବା ଅସମ୍ପୂର୍ଣ୍ଣ କାମକୁ ସମ୍ପୂର୍ଣ୍ଣ କରିବାରେ କଠୋର ଶ୍ରମ କରିବାକୁ ପଡ଼ିପାରେ। ପାରିବାରିକ ସ୍ଥିତି ଓ କର୍ମକ୍ଷେତ୍ର ପୂର୍ବପରି ରହିବାରୁ ଆଶ୍ୱସ୍ତି ଲାଭ କରିବେ। ମୃଗଶିରା ନକ୍ଷତ୍ର କର୍ମକ୍ଷେତ୍ରରେ ସାଧାରଣ କଥାକୁ କେନ୍ଦ୍ରକରି ହଡ଼ବଡ଼େଇ ଯାଇପାରନ୍ତି। (1128, 411, 1470, 521)
event-list (934, 118, 1114, 411)
rashi-text: ପ୍ରତ୍ୟେକ କଥାରେ ଅତୀତକୁ ଖୋଜିବସିଲେ ଲାଭହେବନାହିଁ। ଆର୍ଥିକ ସ୍ୱଚ୍ଛଳତା ଫେରି ଆସିବା କାରଣରୁ ଆତ୍ମତୃପ୍ତି ଲାଭ କରିପାରନ୍ତି। ବନ୍ଧୁମାନଙ୍କ ପ୍ରେରଣାରେ ସତ୍‌ସଙ୍ଗ କିମ୍ବା ଆଧ୍ୟାତ୍ମିକ ଭାବଧାରାରେ ଉଦ୍‌ବୁଦ୍ଧ ହେବା ଯୋଗ ରହିଛି। ଅନୁରାଧା ନକ୍ଷତ୍ର ପଡ଼ୋଶୀଙ୍କଠାରୁ ଉତ୍ସାହ ଓ ପ୍ରେରଣା ପାଇ କାମ ହାସଲ କରିବେ। (1128, 1277, 1459, 1406)
district-heading: ମୟୂରଭଞ୍ଜ (192, 391, 299, 419)
event-item: • ନୂତନ ଶିଶୁ ମିତ୍ର ଗୃହ ଉଦ୍‌ଘାଟନ, ସ୍ଥାନ: ଓର୍କେଲ ଥାନା ପରିସର, ସମୟ: ପୂର୍ବାହ୍ନ ୧୧ ଟା। (748, 348, 928, 405)
rashi-name: ମୀନ (1128, 1884, 1212, 1906)
zodiac-icon: ♌ (1142, 849, 1198, 905)
district-heading: କେନ୍ଦ୍ରାପଡ଼ା (378, 317, 487, 345)
rashi-entry (1128, 1118, 1472, 1251)
event-list (4, 637, 184, 694)
district-heading: ଗଞ୍ଜାମ (192, 661, 266, 689)
main-story-middle (556, 1120, 924, 1512)
rashi-entry (1128, 1570, 1472, 1703)
zodiac-icon: ♈ (1142, 278, 1198, 334)
event-item: • କୁଷ୍ଠରୋଗ ସଚେତନତା କାର୍ଯ୍ୟକ୍ରମ, ସ୍ଥାନ: ଗୋପୀନାଥପୁର, ସମୟ: ସକାଳ ୧୦ଟା। (4, 523, 184, 599)
event-item: • ଯୋଗ ପ୍ରଶିକ୍ଷଣ ଶିବିର, ସ୍ଥାନ: ସମ୍ବଲପୁର, ସମୟ: ସକାଳ ୬ଟା। (748, 443, 928, 481)
separator-dot (1210, 673, 1470, 675)
district-heading: ରାୟଗଡ଼ା (562, 437, 643, 465)
story-text: ମହିଳା ଟ୍ରାଫିକ୍ କନ୍‌ଷ୍ଟେବଲ ଶୁଭମିତ୍ରା ସାହୁ ହତ୍ୟା ଘଟଣାରେ ଝାରପଡ଼ା ଜେଲରେ ଥିବା ଅଭିଯୁକ୍ତ କନ୍‌ଷ୍ଟେବଲ ସ୍ୱାମୀ ଦୀପକ ରାଉତଙ୍କ ଅପରାଧ ଇତିହାସକୁ ନେଇ ଖୋଳତାଡ଼ ଜାରି ରହିଛି। ପ୍ରଥମ ସ୍ତ୍ରୀ ଅପର୍ଣ୍ଣା ପ୍ରିୟଦର୍ଶିନୀଙ୍କର ଦୁର୍ଘଟଣାରେ ମୃତ୍ୟୁ ହୋଇ ନ ଥିଲା, ଦୀପକ ହିଁ ତାଙ୍କୁ ହତ୍ୟା କରିଥିବା ସ୍ୱୀକାର କରିଛନ୍ତି। କଟକ ଜିଲା ଖୁଣ୍ଟୁଣୀ ଥାନା ପୋଲିସ ଟିମ୍ ମଙ୍ଗଳବାର ଝାରପଡ଼ା ଜେଲରେ ପହଞ୍ଚି ଦୀପକଙ୍କୁ ଜେରା କରିଥିଲା। ପୋଲିସ ଟିମ୍ ଦୀପକଙ୍କୁ ଗୁଡ଼ାଇ ତୁଡ଼ାଇ ପ୍ରଶ୍ନ କରିବା ସମୟରେ ପ୍ରଥମ ସ୍ତ୍ରୀଙ୍କ ମୃତ୍ୟୁକୁ ନେଇ ସାଢ଼େ ୩ ବର୍ଷ ତଳେ ଦୀପକ ଦେଇଥିବା (374, 1161, 544, 1508)
date-line-2: ୨୩ ଅକ୍ଟୋବର, ୨୦୨୫ (208, 48, 370, 69)
rashi-entry (1128, 1432, 1472, 1546)
separator-dot (1210, 1420, 1470, 1422)
satellite-caption: ବୁଧବାର ଅପରାହ୍ନ ୫ଟାରେ ମହାକାଶରୁ ଉପଗ୍ରହ ଦ୍ୱାରା ଉଠାଯାଇଥିବା ଚିତ୍ର। (7, 2277, 365, 2291)
left-lower-column (5, 1000, 367, 2292)
main-story-col1 (374, 1120, 544, 1512)
cmyk-mark (1190, 2316, 1243, 2332)
story-text: ବଳିଷ୍ଠ ଚାର୍ଜଶିଟ୍ ପ୍ରସ୍ତୁତ କରିବାରେ ପୋଲିସ ପ୍ରୟାସ କରୁଛି। ଅପରପକ୍ଷରେ କ୍ୟାପିଟାଲ ଥାନା ପୋଲିସ ଦୀପକଙ୍କ ହତ୍ୟାର ଶିକାର ହୋଇଥିବା ଦ୍ୱିତୀୟ ସ୍ତ୍ରୀ ଶୁଭମିତ୍ରାଙ୍କ ଶରୀରର ବିଭିନ୍ନ ନମୁନାକୁ ଡିଏନ୍ଏ ପରୀକ୍ଷା ପାଇଁ ଏସ୍ଏଫ୍ଏସ୍ଏଲ୍‌କୁ ପଠାଇ ରିପୋର୍ଟକୁ ଅପେକ୍ଷା କରିଛି। ସୂଚନାଯୋଗ୍ୟ, ଢେଙ୍କାନାଳ ଜିଲା ପରଜଙ୍ଗ ତହସିଲ ଅଧୀନ କନ୍ଦରସିଂହା ରାଜସ୍ୱ ନିରୀକ୍ଷକ (ଆରଆଇ) ଭାବେ କରୁଥିବା (746, 1280, 924, 1510)
logo-years: 51 (96, 34, 134, 65)
rashi-text: ଆଜି ଚେଷ୍ଟା କରୁଥିବା କାର୍ଯ୍ୟ ସାଧନରେ ନିଜ ଲୋକଙ୍କ ତରଫରୁ ସହଯୋଗ ପାଇବେନାହିଁ। ସାମାଜିକ ସ୍ତରରେ ପରିସ୍ଥିତି ବଦଳିଯିବାରୁ ଖୁସି ଅନୁଭବ କରିବେ। ନିର୍ମାଣାଧୀନ ଗୃହ, ରାସ୍ତାକାମ, ହଠାତ୍ କିଛିଦିନ ସକାଶେ ଅଟକି ରହିଯାଇପାରେ। ଅଶ୍ଳେଷା ନକ୍ଷତ୍ର ଲେଖାପଢ଼ା,ଆଲୋଚନା,ଚୁକ୍ତିପତ୍ର କ୍ଷେତ୍ରରେ ସୁଫଳ ପାଇବେ। (1128, 687, 1471, 797)
main-dateline: ଭୁବନେଶ୍ୱର,୨୨।୧୦ (409, 1122, 509, 1137)
separator-dot (1210, 1715, 1470, 1717)
events-column (562, 160, 742, 548)
event-list (378, 464, 558, 521)
event-list (192, 694, 372, 732)
panjika: ଆଜି ଅକ୍ଟୋବର ୨୩ ତାରିଖ, କାର୍ତ୍ତିକ ଶୁକ୍ଳପକ୍ଷର ଯମ ଦ୍ୱିତୀୟା ଗୁରୁବାର, ଶ୍ରୀମନ୍ଦିରରେ ଯମେଶ୍ୱରଙ୍କ ଦର୍ଶନ, ବନ୍ଦାପନାଦି ଅଙ୍ଗଯାତ୍ରା, ଚାତୁର୍ମାସ୍ୟା ଗୁରୁବାର ବ୍ରତ। ରାଶି ନକ୍ଷତ୍ର-ବିଶାଖା/ତୁଳା, ଦ୍ୱିତୀୟାର ଏକୋଦିଷ୍ଟ ଓ ପାର୍ବଣ ଶ୍ରାଦ୍ଧ। ସକାଳ ଘ.୦୫।୪୭ ଗତେ, ଘ. ୦୭।୧୯ ମଧ୍ୟେ ଶୁଦ୍ଧ ଶୁଭ ବେଳା । ଅପରାହ୍ନ ଘ.୧୨।୫୬ ଗତେ, ଘ.୦୨।୨୨ ମଧ୍ୟେ ରାହୁକାଳ । (1128, 2049, 1470, 2159)
event-item: • ଅଖିଳ ଭାରତୀୟ ହସ୍ତତନ୍ତ ଓ ହସ୍ତଶିଳ୍ପ ପ୍ରଦର୍ଶନୀ, ସ୍ଥାନ: କେନ୍ଦୁଝର ଜେଲ ରୋଡ, ସମୟ: ସନ୍ଧ୍ୟା ୭ ଟା। (192, 310, 372, 386)
logo-years-label: Years (98, 64, 132, 78)
district-heading: ଦେବଗଡ଼ (934, 492, 1016, 520)
district-heading: ଯାଜପୁର (378, 431, 456, 459)
district-heading: ବୌଦ୍ଧ (934, 416, 1000, 444)
event-item: • ମାଁ ଧନଲକ୍ଷ୍ମୀ ଦେବୀଙ୍କ ପୂଜା ମହୋତ୍ସବ, ସ୍ଥାନ:ଗୋବିନ୍ଦପାଲି, ବରଗଡ଼,ସମୟ:ସକାଳ ୭ଟା। (934, 139, 1114, 196)
separator-dot (1210, 1106, 1470, 1108)
event-item: • ସାଇବର ସଚେତନତା ଅଭିଯାନ କାର୍ଯ୍ୟକ୍ରମ, ସ୍ଥାନ: ଆଞ୍ଚଳିକ ବିଶ୍ୱବିଦ୍ୟାଳୟ, ଗୁଣୁପୁର, ସମୟ: ପୂର୍ବାହ୍ନ ୧୦ଟା। (562, 470, 742, 546)
event-item: • ଓଡଗାଁ ମଣ୍ଡଳସ୍ତରୀୟ ଶିଶୁ ମହୋତ୍ସବ ସୁରଭି ୨୦୨୫, ସ୍ଥାନ: ଶରଣକୁଳ ନାରାୟଣ ସରକାରୀ ଉଚ୍ଚ ବିଦ୍ୟାଳୟ, ସମୟ: ପୂର୍ବାହ୍ନ ୧୦ଟା। (562, 297, 742, 392)
event-item: • ମାଁ ଖଜୁରି ଦେବୀ ପୂଜା, ସ୍ଥାନ: ବରଗଡ଼, ସମୟ: ସକାଳ ୭ଟା। (748, 614, 928, 652)
event-list (934, 525, 1114, 582)
rashi-text: ଆଜିର ରବି ଓ ଚନ୍ଦ୍ରଙ୍କ ସ୍ଥିତି ପାରିବାରିକ ଖର୍ଚ୍ଚକୁ ବୃଦ୍ଧି କରିବା ସହ ସନ୍ତାନଙ୍କ ସମସ୍ୟା ବିଷୟରେ ଚିନ୍ତିତ କରାଇବ। ଚେଷ୍ଟା କରୁଥିବା ଦିଗରୁ ଅର୍ଥଲାଭ କରି ଖୁସି ହେବେ। ବନ୍ଧୁଙ୍କ ସହ ଆଲୋଚନା, ଯାନବାହନ, ପରିବହନ, ଶିଳ୍ପ କ୍ଷେତ୍ରରେ ଶିଥିଳତା ଦେଖାଦେବ। ଅଶ୍ୱିନୀ ନକ୍ଷତ୍ର ଖଳଲୋକଙ୍କ କଥାକୁ ସତ୍ୟ ମଣି ଘର ଲୋକଙ୍କୁ ଭୁଲ୍ ବୁଝିବେ। (1128, 254, 1465, 383)
rashi-text: ପରିବାରରୁ ଶ୍ରଦ୍ଧା,ବନ୍ଧୁଙ୍କ ଆଦର, ସମ୍ମାନନୀୟ ବ୍ୟକ୍ତିଙ୍କ ପ୍ରଶଂସାରେ ଉତ୍‌ଫୁଲ୍ଲ ହେବେ। ହିତୈଷୀଙ୍କ ଜରିଆରେ ଦୀର୍ଘଦିନରୁ ଖୋଜୁଥିବା ଜିନିଷଟି ପାଇ ଖୁସି ହେବେ। ଉତ୍ତରଭାଦ୍ରପଦ ନକ୍ଷତ୍ରର ବ୍ୟବସାୟ ଏବଂ ବାଣିଜ୍ୟ କ୍ଷେତ୍ରରେ ସମସ୍ୟା ଦୂରହୋଇଯିବ। ଆନୁଷ୍ଠାନିକ କାମରେ ବ୍ୟସ୍ତ ସାଙ୍ଗକୁ ଆତ୍ମୀୟଙ୍କ ସହ କଳହ ସୃଷ୍ଟିହେବ। (1128, 1886, 1472, 2015)
lokpal-headline: ଲୋକପାଳଙ୍କୁ ଲୋଡ଼ା ୭ ବିଏମ୍‌ଡବ୍ଲ୍ୟୁ (5, 1001, 257, 1070)
event-item: • ପ୍ରଦର୍ଶନୀ, ସ୍ଥାନ: ବ୍ରହ୍ମପୁର ଟାଉନ ହଲ, ସମୟ: ସକାଳ ୧୦ଟା। (192, 618, 372, 656)
cmyk-mark (730, 2316, 783, 2332)
rashi-text: ସ୍ୱାସ୍ଥ୍ୟାବସ୍ଥାରେ ଉନ୍ନତି କାରଣରୁ ମନ ହାଲୁକା ହୋଇଯିବ। ଗୃହ, ଜମିଜମା ସମ୍ବନ୍ଧୀୟ ବିଷୟରେ ଯୋଗାଯୋଗ କଲେ ଉପକୃତ ହେବେ। ପାରିବାରିକ କ୍ଷେତ୍ରରେ ବନ୍ଧୁଙ୍କ ଆବଶ୍ୟକତା ପୂରଣ କରିବା ପାଇଁ ମନସ୍ଥକରି ସଫଳତା ହାସଲକରିବେ। ପରିବାରରେ ମଘା ନକ୍ଷତ୍ର ଅଭିମାନକରି ରାଗରେ ଜରଜର ହୋଇପାରନ୍ତି। (1128, 825, 1468, 935)
astrologer-name: ଜ୍ୟୋତିର୍ବିଦ୍ୟା ବିଶାରଦ ପ୍ରସନ୍ନ କୁମାର ମହାପାତ୍ର (1171, 177, 1429, 192)
saying-meaning: ଆମ ସମାଜରେ ଏଭଳି ଅନେକ ବ୍ୟକ୍ତି ଅଛନ୍ତି ଯେଉଁମାନେ ସଦାସର୍ବଦା ଅନ୍ୟର ଦୋଷ ଦୁର୍ବଳତା ହିଁ ଦେଖିଥାନ୍ତି। ଏହିପରି ଅନ୍ୟର ଦୋଷ ଯିଏ ଦେଖାଉଥାଏ ତା'ର ଦୋଷ ଦୁର୍ବଳତା ଦେଖାଇବାକୁ ମଧ୍ୟ କେହି ଜଣେ ରହିଥାଏ ବୋଲି ଏଠାରେ ବ୍ୟଙ୍ଗୋକ୍ତି ଶୈଳୀରେ ପ୍ରକାଶ କରାଯାଇଛି। (20, 1710, 352, 1782)
